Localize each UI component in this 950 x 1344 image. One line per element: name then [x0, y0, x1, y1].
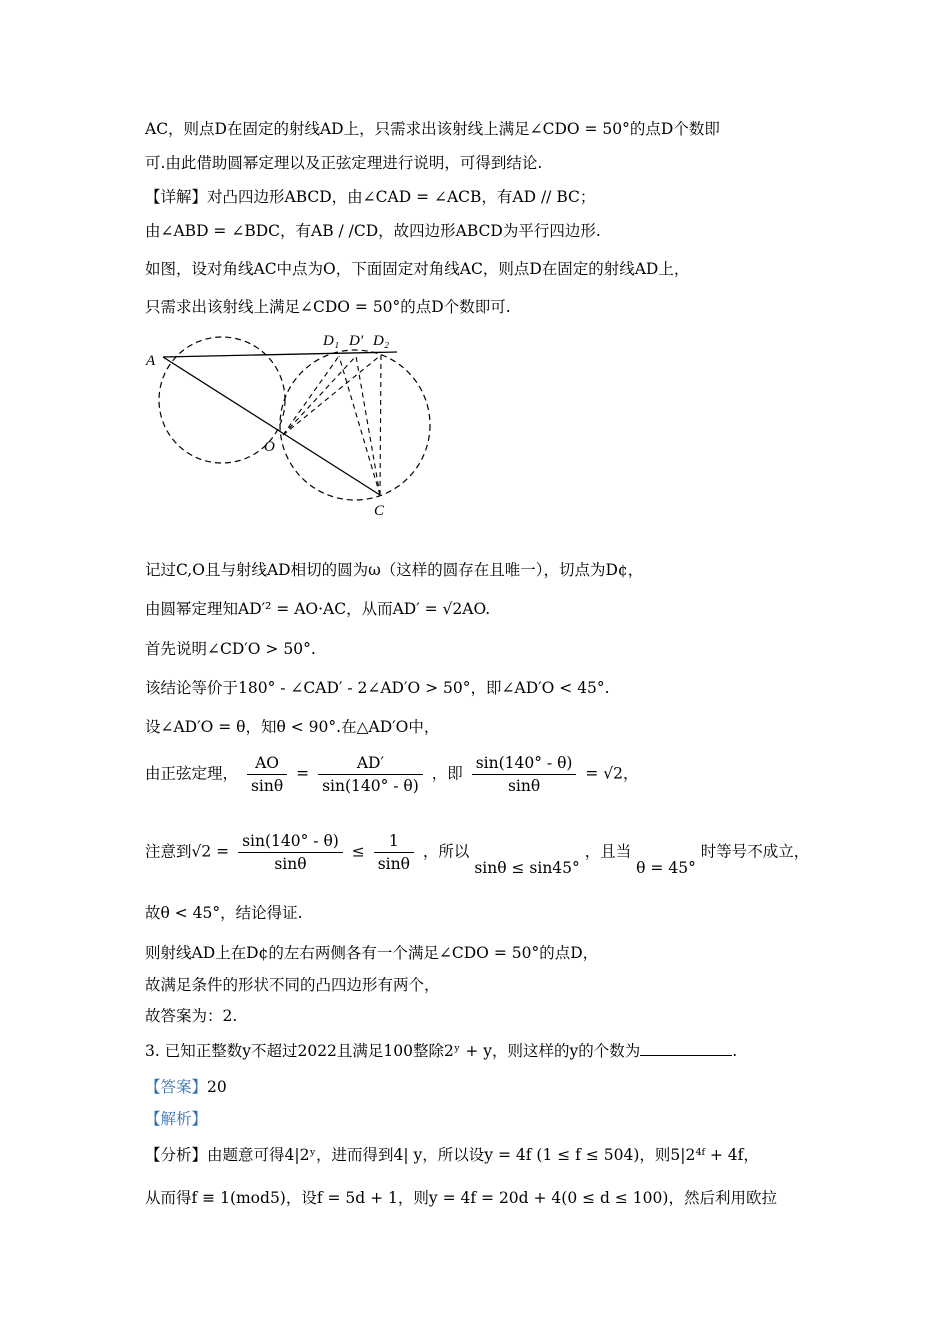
note-frac2-den: sinθ — [377, 855, 410, 873]
question-3 — [145, 1040, 737, 1062]
dash-o-dp — [283, 356, 356, 435]
proof-line-5: 设∠AD′O = θ，知θ < 90°.在△AD′O中， — [145, 718, 440, 736]
detail-line-2: 由∠ABD = ∠BDC，有AB / /CD，故四边形ABCD为平行四边形. — [145, 222, 601, 240]
geometry-figure — [140, 325, 450, 525]
diagonal-ac — [163, 357, 380, 495]
detail-line-1 — [145, 186, 595, 208]
proof-line-8: 故θ < 45°，结论得证. — [145, 904, 303, 922]
fenxi-line-1 — [145, 1144, 759, 1166]
frac2-den: sin(140° - θ) — [322, 777, 419, 795]
label-o: O — [264, 439, 275, 455]
fraction-note-2 — [374, 830, 414, 875]
frac3-num: sin(140° - θ) — [472, 752, 577, 775]
detail-tag: 【详解】 — [145, 188, 208, 206]
sine-law-prefix: 由正弦定理， — [145, 764, 239, 783]
note-prefix: 注意到√2 = — [145, 842, 230, 861]
proof-line-7 — [145, 830, 809, 875]
answer-tag: 【答案】 — [145, 1078, 208, 1096]
sine-law-mid: ，即 — [431, 764, 463, 783]
fraction-ad-sin — [318, 752, 423, 797]
proof-line-11: 故答案为：2. — [145, 1007, 238, 1025]
note-low: sinθ ≤ sin45° — [474, 858, 580, 877]
le-sign: ≤ — [351, 842, 365, 861]
analysis-tag: 【解析】 — [145, 1110, 208, 1128]
frac3-den: sinθ — [507, 777, 541, 795]
proof-line-2: 由圆幂定理知AD′² = AO·AC，从而AD′ = √2AO. — [145, 600, 491, 618]
note-frac1-num: sin(140° - θ) — [238, 830, 343, 853]
frac2-num: AD′ — [318, 752, 423, 775]
dash-c-d2 — [380, 355, 381, 495]
dash-o-d2 — [283, 355, 381, 435]
fraction-ratio — [472, 752, 577, 797]
proof-line-10: 故满足条件的形状不同的凸四边形有两个， — [145, 976, 440, 994]
question-3-text: 3. 已知正整数y不超过2022且满足100整除2ʸ + y，则这样的y的个数为 — [145, 1042, 641, 1060]
dash-o-d1 — [283, 356, 339, 435]
frac1-den: sinθ — [250, 777, 284, 795]
label-a: A — [146, 353, 156, 369]
note-mid2: ，且当 — [584, 842, 632, 861]
ray-ad — [163, 352, 397, 357]
fraction-note-1 — [238, 830, 343, 875]
label-dprime: D′ — [349, 333, 364, 349]
question-3-end: . — [732, 1042, 738, 1060]
note-frac1-den: sinθ — [274, 855, 307, 873]
detail-text-1: 对凸四边形ABCD，由∠CAD = ∠ACB，有AD // BC； — [207, 188, 596, 206]
answer-value: 20 — [207, 1078, 227, 1096]
note-post: 时等号不成立， — [700, 842, 810, 861]
label-c: C — [374, 503, 385, 519]
proof-line-9: 则射线AD上在D¢的左右两侧各有一个满足∠CDO = 50°的点D， — [145, 944, 599, 962]
proof-line-3: 首先说明∠CD′O > 50°. — [145, 640, 316, 658]
label-d2: D₂ — [373, 333, 390, 349]
intro-line-2: 可.由此借助圆幂定理以及正弦定理进行说明，可得到结论. — [145, 154, 543, 172]
proof-line-4: 该结论等价于180° - ∠CAD′ - 2∠AD′O > 50°，即∠AD′O < 45°. — [145, 679, 610, 697]
detail-line-3: 如图，设对角线AC中点为O，下面固定对角线AC，则点D在固定的射线AD上， — [145, 260, 690, 278]
fenxi-line-2: 从而得f ≡ 1(mod5)，设f = 5d + 1，则y = 4f = 20d + 4(0 ≤ d ≤ 100)，然后利用欧拉 — [145, 1189, 777, 1207]
answer-blank — [640, 1055, 732, 1056]
fenxi-tag: 【分析】 — [145, 1146, 208, 1164]
note-frac2-num: 1 — [374, 830, 414, 853]
note-cond: θ = 45° — [636, 858, 696, 877]
circle-omega-right — [280, 350, 430, 500]
answer-line — [145, 1076, 227, 1098]
intro-line-1: AC，则点D在固定的射线AD上，只需求出该射线上满足∠CDO = 50°的点D个数即 — [145, 120, 720, 138]
fenxi-text-1: 由题意可得4|2ʸ，进而得到4| y，所以设y = 4f (1 ≤ f ≤ 504)，则5|2⁴ᶠ + 4f， — [207, 1146, 759, 1164]
equals-sign: = — [296, 764, 310, 783]
fraction-ao-sin — [247, 752, 287, 797]
proof-line-6 — [145, 752, 639, 797]
sine-law-post: = √2， — [585, 764, 639, 783]
note-mid: ，所以 — [422, 842, 470, 861]
label-d1: D₁ — [323, 333, 340, 349]
detail-line-4: 只需求出该射线上满足∠CDO = 50°的点D个数即可. — [145, 298, 511, 316]
proof-line-1: 记过C,O且与射线AD相切的圆为ω（这样的圆存在且唯一），切点为D¢， — [145, 561, 644, 579]
frac1-num: AO — [247, 752, 287, 775]
